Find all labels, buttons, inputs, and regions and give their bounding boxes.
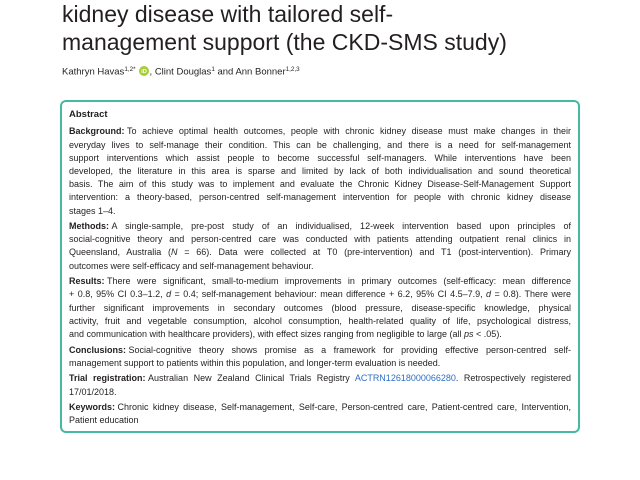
orcid-icon-graphic: [139, 66, 149, 76]
line-text: = 0.4; self-management behaviour: mean difference + 6.2, 95% CI 4.5–7.9,: [171, 289, 487, 300]
methods-label: Methods:: [69, 221, 109, 232]
results-label: Results:: [69, 276, 105, 287]
abstract-line: [69, 178, 571, 191]
author-list: [62, 66, 300, 80]
line-text: basis. The aim of this study was to implement and evaluate the Chronic Kidney Disease-Self-Management Support: [69, 179, 571, 190]
paper-title: [62, 0, 507, 56]
line-text: Australian New Zealand Clinical Trials Registry: [148, 373, 355, 384]
author-affiliation: 1,2,3: [285, 66, 300, 73]
background-label: Background:: [69, 126, 125, 137]
author-name: Kathryn Havas: [62, 66, 125, 78]
abstract-line: [69, 139, 571, 152]
line-text: management support to patients within this population, and longer-term evaluation is needed.: [69, 357, 441, 368]
orcid-icon-text: iD: [140, 69, 147, 76]
abstract-trial-registration: [69, 372, 571, 398]
abstract-heading: Abstract: [69, 109, 108, 121]
abstract-methods: [69, 220, 571, 273]
abstract-box: [60, 100, 580, 433]
line-text: = 66). Data were collected at T0 (pre-intervention) and T1 (post-intervention). Primary: [177, 247, 571, 258]
abstract-line: [69, 152, 571, 165]
abstract-line: [69, 315, 571, 328]
abstract-line: [69, 260, 571, 273]
line-text: < .05).: [473, 328, 502, 339]
line-text: support interventions which assist people to become successful self-managers. While interventions have been: [69, 152, 571, 163]
italic-symbol: d: [486, 289, 492, 300]
italic-symbol: N: [171, 247, 178, 258]
abstract-line: [69, 302, 571, 315]
line-text: Patient education: [69, 415, 139, 426]
line-text: To achieve optimal health outcomes, people with chronic kidney disease must make changes in their: [127, 126, 571, 137]
abstract-line: [69, 246, 571, 259]
line-text: further significant improvements in secondary outcomes (blood pressure, disease-specific knowledge, physical: [69, 302, 571, 313]
line-text: developed, the literature in this area is sparse and limited by lack of both individualisation and sound theoretical: [69, 165, 571, 176]
abstract-line: [69, 288, 571, 301]
line-text: intervention: a theory-based, person-centred self-management intervention for people with chronic kidney disease: [69, 192, 571, 203]
orcid-icon[interactable]: [139, 66, 149, 76]
line-text: . Retrospectively registered: [455, 373, 571, 384]
abstract-line: [69, 165, 571, 178]
author-name: Clint Douglas: [154, 66, 212, 78]
author-separator: and: [214, 66, 236, 78]
abstract-line: [69, 220, 571, 233]
abstract-results: [69, 275, 571, 341]
line-text: social-cognitive theory and person-centred care was conducted with patients attending outpatient renal clinics in: [69, 234, 571, 245]
author-separator: ,: [149, 66, 155, 78]
abstract-line: [69, 191, 571, 204]
trial-registry-link[interactable]: ACTRN12618000066280: [354, 373, 456, 384]
line-text: Social-cognitive theory shows promise as a framework for providing effective person-centred self-: [128, 344, 571, 355]
line-text: everyday lives to self-manage their condition. This can be challenging, and there is a need for self-management: [69, 139, 571, 150]
italic-symbol: ps: [464, 328, 474, 339]
abstract-line: [69, 401, 571, 414]
author-affiliation: 1,2*: [124, 66, 136, 73]
line-text: Queensland, Australia (: [69, 247, 172, 258]
abstract-background: [69, 125, 571, 217]
abstract-line: [69, 275, 571, 288]
author-name: Ann Bonner: [235, 66, 286, 78]
abstract-conclusions: [69, 344, 571, 370]
line-text: = 0.8). There were: [491, 289, 571, 300]
line-text: A single-sample, pre-post study of an individualised, 12-week intervention based upon principles of: [111, 221, 571, 232]
title-line: management support (the CKD-SMS study): [62, 29, 507, 55]
abstract-keywords: [69, 401, 571, 427]
author-affiliation: 1: [211, 66, 215, 73]
abstract-line: [69, 344, 571, 357]
line-text: stages 1–4.: [69, 205, 116, 216]
abstract-line: [69, 357, 571, 370]
keywords-label: Keywords:: [69, 402, 116, 413]
line-text: + 0.8, 95% CI 0.3–1.2,: [69, 289, 167, 300]
abstract-line: [69, 328, 571, 341]
abstract-line: [69, 125, 571, 138]
abstract-line: [69, 233, 571, 246]
line-text: outcomes were self-efficacy and self-management behaviour.: [69, 260, 314, 271]
line-text: There were significant, small-to-medium improvements in primary outcomes (self-efficacy: mean difference: [107, 276, 571, 287]
abstract-line: [69, 205, 571, 218]
italic-symbol: d: [166, 289, 172, 300]
line-text: and communication with healthcare providers), with effect sizes ranging from negligible to large (all: [69, 328, 465, 339]
abstract-line: [69, 386, 571, 399]
trial-registration-label: Trial registration:: [69, 373, 146, 384]
abstract-line: [69, 372, 571, 385]
conclusions-label: Conclusions:: [69, 344, 127, 355]
line-text: activity, fruit and vegetable consumption, alcohol consumption, health-related quality of life, psychological distress,: [69, 315, 571, 326]
abstract-line: [69, 414, 571, 427]
line-text: 17/01/2018.: [69, 386, 117, 397]
title-line: kidney disease with tailored self-: [62, 1, 394, 27]
line-text: Chronic kidney disease, Self-management, Self-care, Person-centred care, Patient-centred care, Intervention,: [117, 402, 571, 413]
